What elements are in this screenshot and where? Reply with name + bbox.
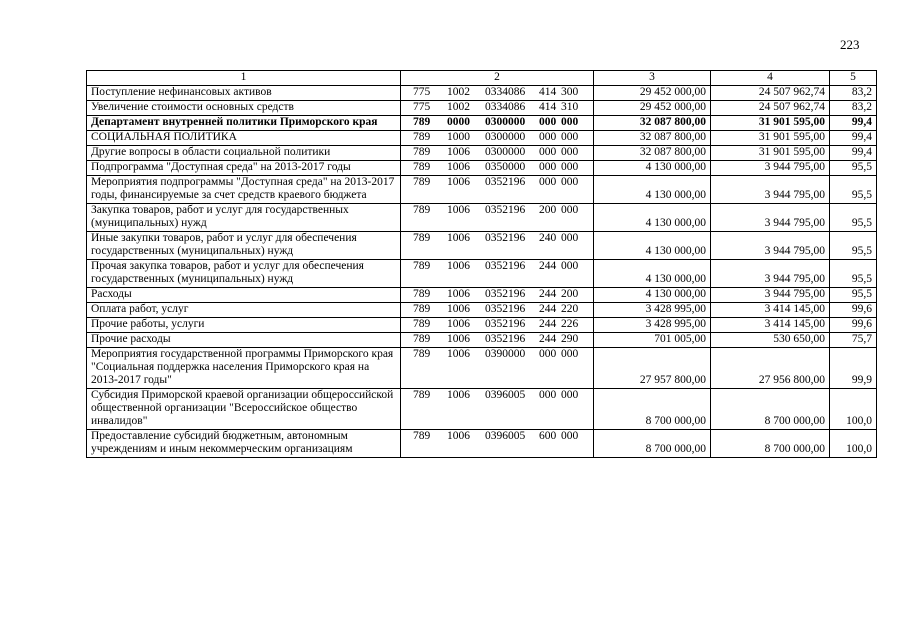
execution-percent: 95,5 <box>830 260 877 288</box>
section-code: 1006 <box>447 260 470 272</box>
table-row <box>87 232 877 260</box>
row-name: СОЦИАЛЬНАЯ ПОЛИТИКА <box>87 131 401 146</box>
row-codes <box>401 131 594 146</box>
section-code: 1006 <box>447 303 470 315</box>
row-codes <box>401 260 594 288</box>
expense-type-code: 244 <box>539 318 557 330</box>
row-name: Прочие расходы <box>87 333 401 348</box>
header-col-3: 3 <box>594 71 711 86</box>
expense-type-code: 000 <box>539 131 557 143</box>
target-code: 0334086 <box>485 101 526 113</box>
kosgu-code: 000 <box>561 161 579 173</box>
planned-amount: 32 087 800,00 <box>594 116 711 131</box>
planned-amount: 8 700 000,00 <box>594 430 711 458</box>
actual-amount: 3 944 795,00 <box>711 176 830 204</box>
section-code: 1002 <box>447 101 470 113</box>
kosgu-code: 290 <box>561 333 579 345</box>
admin-code: 789 <box>413 116 431 128</box>
kosgu-code: 226 <box>561 318 579 330</box>
section-code: 1006 <box>447 389 470 401</box>
expense-type-code: 244 <box>539 303 557 315</box>
expense-type-code: 244 <box>539 288 557 300</box>
planned-amount: 8 700 000,00 <box>594 389 711 430</box>
target-code: 0352196 <box>485 260 526 272</box>
expense-type-code: 000 <box>539 161 557 173</box>
planned-amount: 29 452 000,00 <box>594 101 711 116</box>
table-row <box>87 348 877 389</box>
planned-amount: 701 005,00 <box>594 333 711 348</box>
row-name: Прочие работы, услуги <box>87 318 401 333</box>
admin-code: 789 <box>413 232 431 244</box>
execution-percent: 83,2 <box>830 101 877 116</box>
planned-amount: 3 428 995,00 <box>594 318 711 333</box>
budget-table <box>86 70 877 458</box>
section-code: 1006 <box>447 430 470 442</box>
expense-type-code: 000 <box>539 116 557 128</box>
target-code: 0352196 <box>485 232 526 244</box>
execution-percent: 75,7 <box>830 333 877 348</box>
actual-amount: 3 944 795,00 <box>711 288 830 303</box>
row-codes <box>401 318 594 333</box>
execution-percent: 99,4 <box>830 131 877 146</box>
execution-percent: 95,5 <box>830 288 877 303</box>
admin-code: 789 <box>413 146 431 158</box>
kosgu-code: 200 <box>561 288 579 300</box>
table-row <box>87 176 877 204</box>
admin-code: 789 <box>413 389 431 401</box>
kosgu-code: 300 <box>561 86 579 98</box>
execution-percent: 99,9 <box>830 348 877 389</box>
actual-amount: 31 901 595,00 <box>711 146 830 161</box>
kosgu-code: 000 <box>561 116 579 128</box>
actual-amount: 24 507 962,74 <box>711 101 830 116</box>
row-name: Поступление нефинансовых активов <box>87 86 401 101</box>
table-row <box>87 204 877 232</box>
section-code: 1006 <box>447 176 470 188</box>
section-code: 1002 <box>447 86 470 98</box>
table-row <box>87 146 877 161</box>
execution-percent: 99,4 <box>830 116 877 131</box>
planned-amount: 3 428 995,00 <box>594 303 711 318</box>
table-header-row <box>87 71 877 86</box>
target-code: 0334086 <box>485 86 526 98</box>
kosgu-code: 000 <box>561 131 579 143</box>
target-code: 0352196 <box>485 176 526 188</box>
expense-type-code: 240 <box>539 232 557 244</box>
table-row <box>87 101 877 116</box>
kosgu-code: 000 <box>561 260 579 272</box>
kosgu-code: 220 <box>561 303 579 315</box>
table-row <box>87 288 877 303</box>
actual-amount: 8 700 000,00 <box>711 389 830 430</box>
actual-amount: 530 650,00 <box>711 333 830 348</box>
section-code: 1006 <box>447 161 470 173</box>
admin-code: 789 <box>413 318 431 330</box>
expense-type-code: 000 <box>539 146 557 158</box>
planned-amount: 4 130 000,00 <box>594 232 711 260</box>
execution-percent: 99,6 <box>830 318 877 333</box>
actual-amount: 8 700 000,00 <box>711 430 830 458</box>
actual-amount: 24 507 962,74 <box>711 86 830 101</box>
section-code: 1000 <box>447 131 470 143</box>
header-col-2: 2 <box>401 71 594 86</box>
row-codes <box>401 176 594 204</box>
row-codes <box>401 116 594 131</box>
row-name: Увеличение стоимости основных средств <box>87 101 401 116</box>
expense-type-code: 414 <box>539 86 557 98</box>
row-name: Департамент внутренней политики Приморского края <box>87 116 401 131</box>
row-name: Мероприятия подпрограммы "Доступная среда" на 2013-2017 годы, финансируемые за счет средств краевого бюджета <box>87 176 401 204</box>
admin-code: 775 <box>413 101 431 113</box>
expense-type-code: 000 <box>539 348 557 360</box>
kosgu-code: 000 <box>561 204 579 216</box>
table-row <box>87 86 877 101</box>
actual-amount: 3 414 145,00 <box>711 303 830 318</box>
row-name: Иные закупки товаров, работ и услуг для обеспечения государственных (муниципальных) нужд <box>87 232 401 260</box>
section-code: 1006 <box>447 288 470 300</box>
target-code: 0396005 <box>485 430 526 442</box>
target-code: 0300000 <box>485 116 526 128</box>
expense-type-code: 600 <box>539 430 557 442</box>
planned-amount: 32 087 800,00 <box>594 131 711 146</box>
admin-code: 775 <box>413 86 431 98</box>
row-codes <box>401 232 594 260</box>
target-code: 0352196 <box>485 204 526 216</box>
section-code: 1006 <box>447 204 470 216</box>
kosgu-code: 000 <box>561 232 579 244</box>
execution-percent: 99,6 <box>830 303 877 318</box>
table-row <box>87 318 877 333</box>
row-name: Закупка товаров, работ и услуг для государственных (муниципальных) нужд <box>87 204 401 232</box>
header-col-5: 5 <box>830 71 877 86</box>
admin-code: 789 <box>413 430 431 442</box>
expense-type-code: 000 <box>539 389 557 401</box>
table-row <box>87 161 877 176</box>
actual-amount: 3 944 795,00 <box>711 161 830 176</box>
execution-percent: 95,5 <box>830 176 877 204</box>
target-code: 0352196 <box>485 333 526 345</box>
expense-type-code: 244 <box>539 333 557 345</box>
row-codes <box>401 101 594 116</box>
admin-code: 789 <box>413 333 431 345</box>
kosgu-code: 000 <box>561 146 579 158</box>
admin-code: 789 <box>413 161 431 173</box>
actual-amount: 3 944 795,00 <box>711 204 830 232</box>
actual-amount: 3 944 795,00 <box>711 260 830 288</box>
row-name: Другие вопросы в области социальной политики <box>87 146 401 161</box>
section-code: 1006 <box>447 333 470 345</box>
execution-percent: 95,5 <box>830 204 877 232</box>
execution-percent: 100,0 <box>830 430 877 458</box>
table-row <box>87 116 877 131</box>
row-codes <box>401 348 594 389</box>
section-code: 0000 <box>447 116 470 128</box>
target-code: 0352196 <box>485 318 526 330</box>
row-codes <box>401 288 594 303</box>
table-row <box>87 260 877 288</box>
planned-amount: 4 130 000,00 <box>594 204 711 232</box>
kosgu-code: 000 <box>561 176 579 188</box>
planned-amount: 32 087 800,00 <box>594 146 711 161</box>
section-code: 1006 <box>447 232 470 244</box>
table-row <box>87 303 877 318</box>
actual-amount: 31 901 595,00 <box>711 131 830 146</box>
target-code: 0390000 <box>485 348 526 360</box>
kosgu-code: 000 <box>561 430 579 442</box>
row-name: Мероприятия государственной программы Приморского края "Социальная поддержка населения Приморского края на 2013-2017 годы" <box>87 348 401 389</box>
table-row <box>87 131 877 146</box>
row-codes <box>401 333 594 348</box>
section-code: 1006 <box>447 318 470 330</box>
expense-type-code: 200 <box>539 204 557 216</box>
planned-amount: 4 130 000,00 <box>594 176 711 204</box>
admin-code: 789 <box>413 176 431 188</box>
row-name: Прочая закупка товаров, работ и услуг для обеспечения государственных (муниципальных) нужд <box>87 260 401 288</box>
execution-percent: 95,5 <box>830 232 877 260</box>
execution-percent: 95,5 <box>830 161 877 176</box>
page-number: 223 <box>840 37 860 52</box>
section-code: 1006 <box>447 146 470 158</box>
row-name: Подпрограмма "Доступная среда" на 2013-2017 годы <box>87 161 401 176</box>
execution-percent: 99,4 <box>830 146 877 161</box>
actual-amount: 3 414 145,00 <box>711 318 830 333</box>
kosgu-code: 310 <box>561 101 579 113</box>
actual-amount: 27 956 800,00 <box>711 348 830 389</box>
table-row <box>87 333 877 348</box>
admin-code: 789 <box>413 303 431 315</box>
admin-code: 789 <box>413 131 431 143</box>
execution-percent: 83,2 <box>830 86 877 101</box>
admin-code: 789 <box>413 204 431 216</box>
planned-amount: 4 130 000,00 <box>594 161 711 176</box>
header-col-4: 4 <box>711 71 830 86</box>
row-codes <box>401 161 594 176</box>
target-code: 0300000 <box>485 131 526 143</box>
row-name: Оплата работ, услуг <box>87 303 401 318</box>
section-code: 1006 <box>447 348 470 360</box>
planned-amount: 27 957 800,00 <box>594 348 711 389</box>
target-code: 0352196 <box>485 303 526 315</box>
expense-type-code: 244 <box>539 260 557 272</box>
actual-amount: 3 944 795,00 <box>711 232 830 260</box>
row-name: Субсидия Приморской краевой организации общероссийской общественной организации "Всероссийское общество инвалидов" <box>87 389 401 430</box>
row-name: Расходы <box>87 288 401 303</box>
admin-code: 789 <box>413 288 431 300</box>
row-codes <box>401 303 594 318</box>
row-codes <box>401 204 594 232</box>
row-codes <box>401 389 594 430</box>
expense-type-code: 414 <box>539 101 557 113</box>
admin-code: 789 <box>413 260 431 272</box>
planned-amount: 29 452 000,00 <box>594 86 711 101</box>
actual-amount: 31 901 595,00 <box>711 116 830 131</box>
planned-amount: 4 130 000,00 <box>594 288 711 303</box>
row-name: Предоставление субсидий бюджетным, автономным учреждениям и иным некоммерческим организациям <box>87 430 401 458</box>
expense-type-code: 000 <box>539 176 557 188</box>
table-row <box>87 430 877 458</box>
header-col-1: 1 <box>87 71 401 86</box>
kosgu-code: 000 <box>561 389 579 401</box>
kosgu-code: 000 <box>561 348 579 360</box>
target-code: 0350000 <box>485 161 526 173</box>
target-code: 0352196 <box>485 288 526 300</box>
admin-code: 789 <box>413 348 431 360</box>
target-code: 0300000 <box>485 146 526 158</box>
row-codes <box>401 430 594 458</box>
row-codes <box>401 86 594 101</box>
planned-amount: 4 130 000,00 <box>594 260 711 288</box>
row-codes <box>401 146 594 161</box>
table-row <box>87 389 877 430</box>
target-code: 0396005 <box>485 389 526 401</box>
execution-percent: 100,0 <box>830 389 877 430</box>
